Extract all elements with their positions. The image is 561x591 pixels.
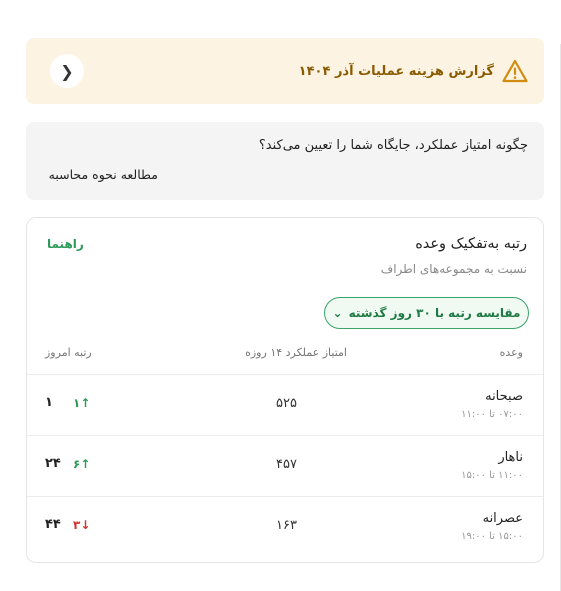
column-header-meal: وعده: [499, 346, 523, 359]
performance-score: ۱۶۳: [276, 518, 297, 533]
alert-title: گزارش هزینه عملیات آذر ۱۴۰۴: [298, 63, 494, 79]
compare-rank-label: مقایسه رتبه با ۳۰ روز گذشته: [348, 306, 521, 320]
card-subtitle: نسبت به مجموعه‌های اطراف: [380, 262, 527, 276]
performance-score: ۴۵۷: [276, 457, 297, 472]
meal-name: عصرانه: [482, 511, 523, 526]
arrow-down-icon: ↓: [80, 518, 91, 532]
meal-time: ۱۱:۰۰ تا ۱۵:۰۰: [461, 470, 523, 481]
rank-change-value: ۳: [73, 518, 81, 532]
chevron-down-icon: ⌄: [332, 306, 343, 320]
meal-time: ۱۵:۰۰ تا ۱۹:۰۰: [461, 531, 523, 542]
meal-ranking-card: [26, 217, 544, 563]
table-row: [27, 496, 543, 557]
column-header-rank: رتبه امروز: [45, 346, 92, 359]
calculation-method-link[interactable]: مطالعه نحوه محاسبه: [48, 167, 158, 182]
chevron-left-icon: ❮: [60, 61, 74, 81]
rank-change-value: ۶: [73, 457, 81, 471]
rank-change-value: ۱: [73, 396, 81, 410]
meal-name: ناهار: [498, 450, 523, 465]
cost-report-alert[interactable]: [26, 38, 544, 104]
guide-link[interactable]: راهنما: [47, 237, 84, 251]
today-rank: ۱: [45, 395, 53, 410]
rank-change: [73, 518, 90, 532]
score-info-question: چگونه امتیاز عملکرد، جایگاه شما را تعیین می‌کند؟: [258, 138, 528, 153]
today-rank: ۴۴: [45, 517, 61, 532]
score-info-box: [26, 122, 544, 200]
performance-score: ۵۲۵: [276, 396, 297, 411]
warning-triangle-icon: [502, 59, 528, 83]
meal-name: صبحانه: [485, 389, 523, 404]
today-rank: ۲۴: [45, 456, 61, 471]
table-row: [27, 435, 543, 496]
compare-rank-dropdown[interactable]: [324, 297, 529, 329]
rank-change: [73, 396, 90, 410]
alert-open-button[interactable]: [50, 54, 84, 88]
arrow-up-icon: ↑: [80, 396, 91, 410]
arrow-up-icon: ↑: [80, 457, 91, 471]
column-header-score: امتیاز عملکرد ۱۴ روزه: [245, 346, 347, 359]
rank-change: [73, 457, 90, 471]
card-title: رتبه به‌تفکیک وعده: [415, 236, 527, 252]
meal-time: ۰۷:۰۰ تا ۱۱:۰۰: [461, 409, 523, 420]
table-row: [27, 374, 543, 435]
